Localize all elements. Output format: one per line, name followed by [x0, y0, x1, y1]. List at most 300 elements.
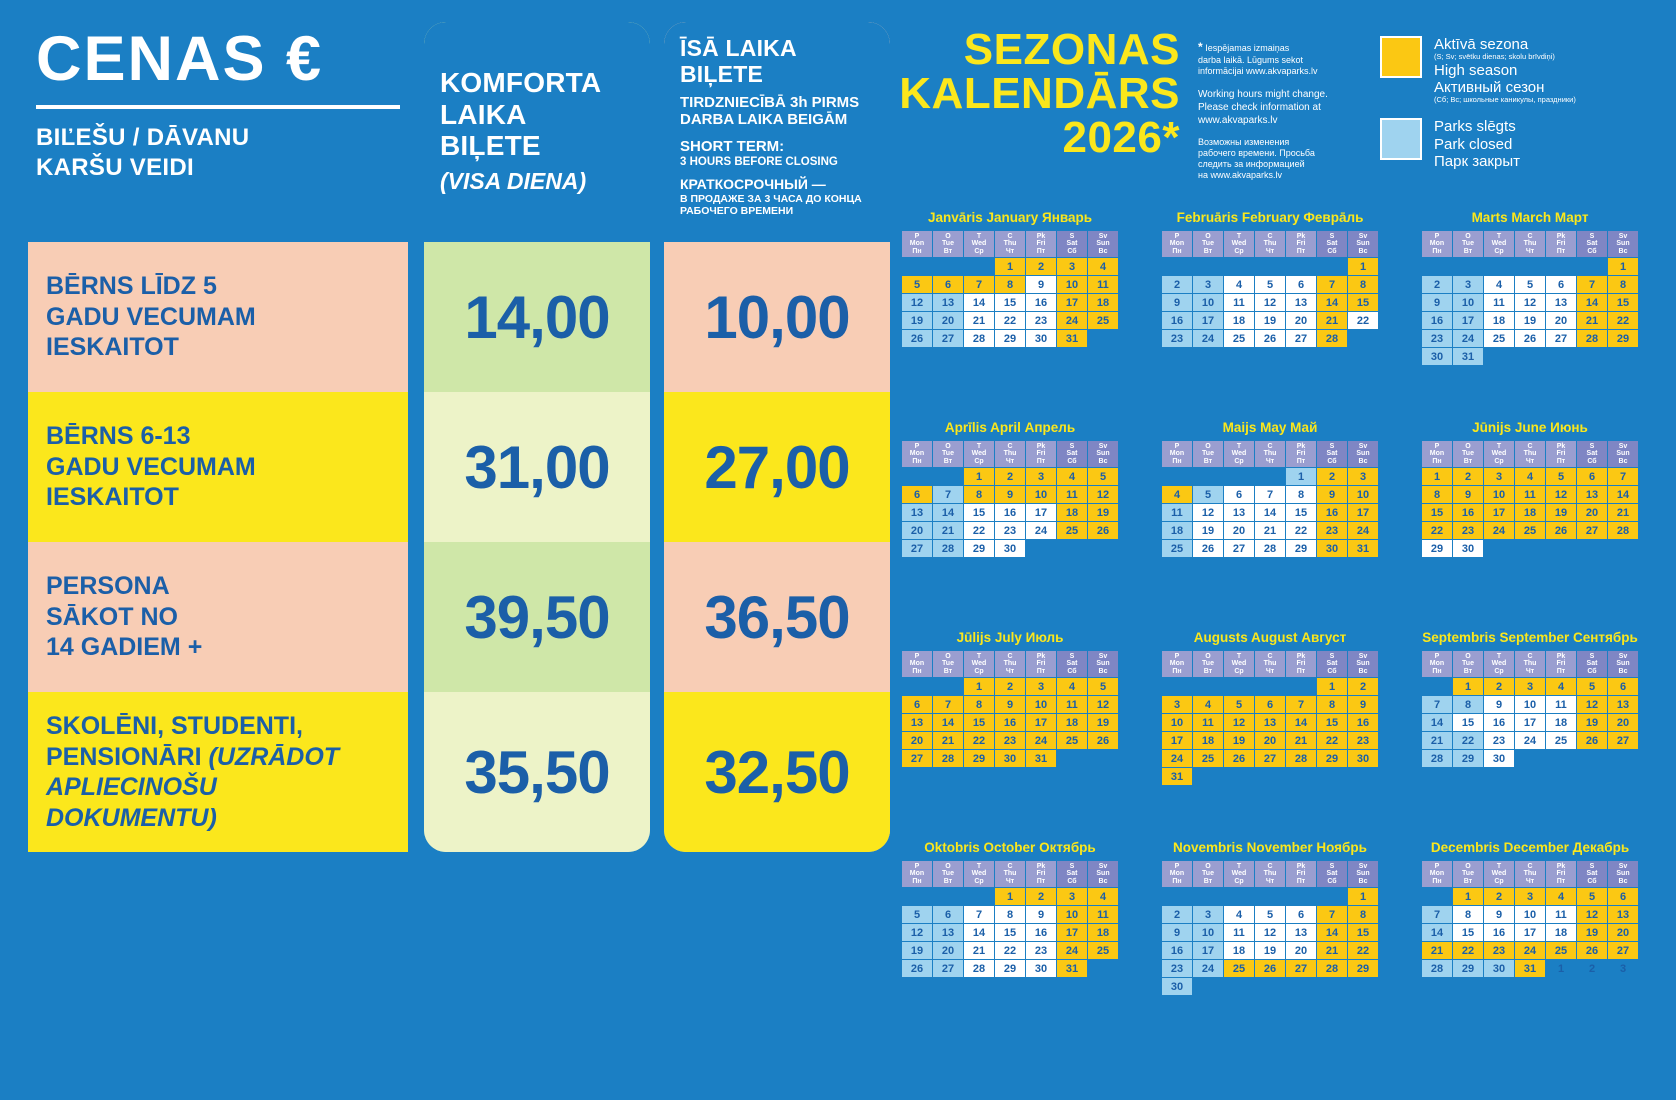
day-cell: 1	[1453, 678, 1483, 695]
weekday-header: Pk Fri Пт	[1546, 441, 1576, 467]
day-cell: 28	[933, 750, 963, 767]
day-cell: 19	[1088, 714, 1118, 731]
day-cell: 8	[964, 486, 994, 503]
day-cell: 6	[1224, 486, 1254, 503]
day-cell: 18	[1162, 522, 1192, 539]
day-cell: 16	[1484, 924, 1514, 941]
month-table	[1161, 230, 1379, 348]
empty-cell	[1577, 258, 1607, 275]
day-cell: 14	[1317, 924, 1347, 941]
empty-cell	[1422, 678, 1452, 695]
day-cell: 3	[1026, 678, 1056, 695]
empty-cell	[1422, 258, 1452, 275]
day-cell: 6	[933, 276, 963, 293]
day-cell: 6	[1286, 276, 1316, 293]
day-cell: 21	[1317, 312, 1347, 329]
day-cell: 28	[964, 960, 994, 977]
row-label: BĒRNS LĪDZ 5 GADU VECUMAM IESKAITOT	[46, 272, 256, 362]
day-cell: 28	[964, 330, 994, 347]
day-cell: 28	[1317, 330, 1347, 347]
day-cell: 22	[995, 942, 1025, 959]
day-cell: 3	[1193, 906, 1223, 923]
table-row	[28, 542, 408, 692]
day-cell: 12	[902, 924, 932, 941]
column-subtitle: (VISA DIENA)	[440, 167, 587, 194]
day-cell: 13	[1608, 906, 1638, 923]
month-block	[1140, 420, 1400, 630]
day-cell: 14	[964, 294, 994, 311]
calendar-section	[880, 10, 1660, 1090]
empty-cell	[1317, 768, 1347, 785]
weekday-header: S Sat Сб	[1317, 441, 1347, 467]
day-cell: 2	[1484, 888, 1514, 905]
day-cell: 13	[1577, 486, 1607, 503]
weekday-header: T Wed Ср	[964, 231, 994, 257]
empty-cell	[933, 258, 963, 275]
weekday-header: C Thu Чт	[995, 441, 1025, 467]
day-cell: 27	[902, 540, 932, 557]
day-cell: 11	[1515, 486, 1545, 503]
day-cell: 19	[1255, 312, 1285, 329]
day-cell: 9	[1484, 906, 1514, 923]
day-cell: 10	[1162, 714, 1192, 731]
weekday-header: O Tue Вт	[1193, 231, 1223, 257]
day-cell: 26	[1255, 330, 1285, 347]
weekday-header: C Thu Чт	[1515, 861, 1545, 887]
day-cell: 5	[1515, 276, 1545, 293]
day-cell: 15	[1453, 714, 1483, 731]
day-cell: 5	[1088, 678, 1118, 695]
row-label: SKOLĒNI, STUDENTI, PENSIONĀRI	[46, 712, 303, 771]
day-cell: 31	[1348, 540, 1378, 557]
weekday-header: C Thu Чт	[995, 231, 1025, 257]
day-cell: 30	[995, 540, 1025, 557]
legend-lv-small: (S; Sv; svētku dienas; skolu brīvdiņi)	[1434, 52, 1555, 62]
day-cell: 8	[995, 906, 1025, 923]
day-cell: 27	[933, 960, 963, 977]
month-title: Marts March Март	[1471, 210, 1589, 225]
weekday-header: P Mon Пн	[1422, 861, 1452, 887]
day-cell: 5	[1224, 696, 1254, 713]
page-title: CENAS €	[36, 24, 324, 94]
month-title: Augusts August Август	[1193, 630, 1347, 645]
day-cell: 27	[1255, 750, 1285, 767]
day-cell: 29	[1453, 960, 1483, 977]
column-title: ĪSĀ LAIKA BIĻETE	[680, 35, 796, 87]
day-cell: 23	[1162, 330, 1192, 347]
next-month-day: 3	[1619, 962, 1627, 975]
day-cell: 2	[1422, 276, 1452, 293]
day-cell: 29	[1348, 960, 1378, 977]
day-cell: 19	[1255, 942, 1285, 959]
day-cell: 9	[995, 486, 1025, 503]
empty-cell	[1608, 348, 1638, 365]
day-cell: 2	[995, 678, 1025, 695]
month-block	[880, 840, 1140, 1050]
month-title: Aprīlis April Апрель	[944, 420, 1076, 435]
weekday-header: Sv Sun Вс	[1088, 441, 1118, 467]
weekday-header: P Mon Пн	[902, 441, 932, 467]
day-cell: 28	[933, 540, 963, 557]
day-cell: 8	[1422, 486, 1452, 503]
column-ru-title: КРАТКОСРОЧНЫЙ —	[680, 175, 826, 192]
price-cell: 10,00	[664, 242, 890, 392]
day-cell: 18	[1057, 504, 1087, 521]
day-cell: 23	[995, 522, 1025, 539]
day-cell: 16	[995, 504, 1025, 521]
empty-cell	[1286, 768, 1316, 785]
weekday-header: C Thu Чт	[995, 861, 1025, 887]
day-cell: 31	[1515, 960, 1545, 977]
day-cell: 14	[933, 714, 963, 731]
day-cell: 24	[1057, 312, 1087, 329]
day-cell: 8	[1348, 906, 1378, 923]
day-cell: 29	[964, 540, 994, 557]
day-cell: 11	[1193, 714, 1223, 731]
legend-swatch-active-icon	[1380, 36, 1422, 78]
empty-cell	[1193, 768, 1223, 785]
day-cell: 17	[1057, 924, 1087, 941]
weekday-header: Pk Fri Пт	[1026, 231, 1056, 257]
day-cell: 3	[1348, 468, 1378, 485]
day-cell: 5	[902, 906, 932, 923]
column-en-title: SHORT TERM:	[680, 137, 785, 155]
month-block	[1400, 840, 1660, 1050]
empty-cell	[1224, 678, 1254, 695]
day-cell: 9	[1348, 696, 1378, 713]
calendar-title-line-1: SEZONAS	[963, 25, 1180, 74]
day-cell: 31	[1162, 768, 1192, 785]
day-cell: 7	[1317, 906, 1347, 923]
empty-cell	[1193, 258, 1223, 275]
weekday-header: Sv Sun Вс	[1608, 441, 1638, 467]
day-cell: 5	[1088, 468, 1118, 485]
weekday-header: S Sat Сб	[1057, 231, 1087, 257]
day-cell: 8	[1317, 696, 1347, 713]
day-cell: 7	[933, 696, 963, 713]
month-block	[1400, 420, 1660, 630]
table-row	[28, 392, 408, 542]
calendar-title	[890, 25, 1180, 162]
day-cell: 21	[1422, 732, 1452, 749]
day-cell: 12	[1255, 924, 1285, 941]
day-cell: 9	[1484, 696, 1514, 713]
day-cell: 31	[1057, 330, 1087, 347]
weekday-header: O Tue Вт	[1193, 651, 1223, 677]
table-row	[28, 242, 408, 392]
weekday-header: T Wed Ср	[1484, 231, 1514, 257]
weekday-header: Sv Sun Вс	[1348, 651, 1378, 677]
day-cell: 4	[1088, 258, 1118, 275]
weekday-header: Pk Fri Пт	[1026, 441, 1056, 467]
day-cell: 19	[1546, 504, 1576, 521]
day-cell: 19	[1577, 924, 1607, 941]
day-cell: 17	[1348, 504, 1378, 521]
day-cell: 5	[1255, 276, 1285, 293]
empty-cell	[1577, 750, 1607, 767]
day-cell: 24	[1026, 732, 1056, 749]
day-cell: 6	[1255, 696, 1285, 713]
day-cell: 8	[1608, 276, 1638, 293]
day-cell: 2	[1162, 906, 1192, 923]
day-cell: 25	[1546, 732, 1576, 749]
day-cell: 18	[1193, 732, 1223, 749]
day-cell: 14	[1608, 486, 1638, 503]
day-cell: 11	[1162, 504, 1192, 521]
weekday-header: Pk Fri Пт	[1546, 231, 1576, 257]
day-cell: 30	[1484, 750, 1514, 767]
day-cell: 2	[995, 468, 1025, 485]
note-en: Working hours might change. Please check information at www.akvaparks.lv	[1198, 88, 1328, 126]
day-cell: 25	[1193, 750, 1223, 767]
weekday-header: S Sat Сб	[1577, 861, 1607, 887]
empty-cell	[902, 258, 932, 275]
day-cell: 21	[1255, 522, 1285, 539]
day-cell: 8	[995, 276, 1025, 293]
day-cell: 9	[1026, 906, 1056, 923]
day-cell: 7	[1422, 906, 1452, 923]
day-cell: 15	[1453, 924, 1483, 941]
weekday-header: O Tue Вт	[933, 231, 963, 257]
day-cell: 16	[1162, 312, 1192, 329]
calendar-notes	[1198, 40, 1358, 182]
weekday-header: S Sat Сб	[1317, 651, 1347, 677]
day-cell: 5	[1546, 468, 1576, 485]
empty-cell	[1088, 540, 1118, 557]
day-cell: 20	[933, 942, 963, 959]
day-cell: 12	[1088, 486, 1118, 503]
day-cell: 30	[1422, 348, 1452, 365]
day-cell: 2	[1348, 678, 1378, 695]
weekday-header: Sv Sun Вс	[1608, 861, 1638, 887]
day-cell: 6	[1608, 678, 1638, 695]
day-cell: 19	[902, 312, 932, 329]
day-cell: 25	[1057, 522, 1087, 539]
empty-cell	[902, 888, 932, 905]
day-cell: 20	[902, 732, 932, 749]
day-cell: 23	[1026, 942, 1056, 959]
day-cell: 13	[1286, 924, 1316, 941]
empty-cell	[1546, 258, 1576, 275]
day-cell: 17	[1026, 504, 1056, 521]
day-cell: 28	[1317, 960, 1347, 977]
empty-cell	[1057, 540, 1087, 557]
day-cell: 14	[1577, 294, 1607, 311]
day-cell: 16	[995, 714, 1025, 731]
empty-cell	[964, 258, 994, 275]
weekday-header: S Sat Сб	[1057, 441, 1087, 467]
day-cell: 24	[1484, 522, 1514, 539]
day-cell: 22	[964, 522, 994, 539]
day-cell: 9	[1162, 294, 1192, 311]
day-cell: 13	[933, 294, 963, 311]
day-cell: 14	[1422, 714, 1452, 731]
weekday-header: T Wed Ср	[1224, 651, 1254, 677]
day-cell: 30	[1026, 330, 1056, 347]
day-cell: 3	[1453, 276, 1483, 293]
day-cell: 7	[1255, 486, 1285, 503]
empty-cell	[1224, 978, 1254, 995]
day-cell: 15	[1608, 294, 1638, 311]
day-cell: 30	[1453, 540, 1483, 557]
day-cell: 22	[1422, 522, 1452, 539]
ticket-kinds-label: BIĽEŠU / DĀVANU KARŠU VEIDI	[36, 124, 250, 181]
day-cell: 13	[1255, 714, 1285, 731]
weekday-header: Pk Fri Пт	[1286, 441, 1316, 467]
day-cell: 14	[964, 924, 994, 941]
day-cell: 23	[1348, 732, 1378, 749]
day-cell: 20	[1286, 312, 1316, 329]
day-cell: 22	[1286, 522, 1316, 539]
day-cell: 19	[1088, 504, 1118, 521]
day-cell: 6	[1286, 906, 1316, 923]
day-cell: 28	[1422, 750, 1452, 767]
legend-en: High season	[1434, 61, 1518, 79]
day-cell: 23	[1422, 330, 1452, 347]
weekday-header: O Tue Вт	[1453, 651, 1483, 677]
day-cell: 4	[1162, 486, 1192, 503]
month-title: Maijs May Май	[1222, 420, 1318, 435]
month-table	[1421, 860, 1639, 978]
day-cell: 10	[1453, 294, 1483, 311]
empty-cell	[1193, 888, 1223, 905]
empty-cell	[1348, 768, 1378, 785]
weekday-header: Sv Sun Вс	[1088, 861, 1118, 887]
day-cell: 26	[1088, 522, 1118, 539]
month-title: Janvāris January Январь	[927, 210, 1093, 225]
day-cell: 9	[1453, 486, 1483, 503]
empty-cell	[1484, 540, 1514, 557]
day-cell: 4	[1484, 276, 1514, 293]
day-cell: 21	[1317, 942, 1347, 959]
weekday-header: T Wed Ср	[1224, 231, 1254, 257]
day-cell: 20	[1286, 942, 1316, 959]
day-cell: 12	[1088, 696, 1118, 713]
empty-cell	[1193, 678, 1223, 695]
day-cell: 21	[964, 942, 994, 959]
day-cell: 7	[1608, 468, 1638, 485]
legend-item-park-closed	[1380, 118, 1660, 170]
day-cell: 27	[1286, 330, 1316, 347]
empty-cell	[1608, 540, 1638, 557]
price-cell: 39,50	[424, 542, 650, 692]
day-cell: 28	[1286, 750, 1316, 767]
legend-ru: Активный сезон	[1434, 78, 1545, 96]
day-cell: 2	[1484, 678, 1514, 695]
calendar-title-line-2: KALENDĀRS	[899, 69, 1180, 118]
day-cell: 12	[1224, 714, 1254, 731]
month-table	[901, 650, 1119, 768]
month-block	[1140, 840, 1400, 1050]
day-cell: 15	[964, 504, 994, 521]
note-ru: Возможны изменения рабочего времени. Просьба следить за информацией на www.akvaparks.lv	[1198, 136, 1315, 181]
day-cell: 13	[1286, 294, 1316, 311]
day-cell: 9	[1422, 294, 1452, 311]
day-cell: 18	[1515, 504, 1545, 521]
day-cell: 26	[1224, 750, 1254, 767]
month-block	[1400, 630, 1660, 840]
day-cell: 31	[1026, 750, 1056, 767]
day-cell: 17	[1193, 312, 1223, 329]
day-cell: 24	[1193, 960, 1223, 977]
weekday-header: Pk Fri Пт	[1026, 861, 1056, 887]
empty-cell	[1193, 468, 1223, 485]
day-cell: 18	[1224, 942, 1254, 959]
day-cell: 3	[1515, 888, 1545, 905]
day-cell: 26	[1088, 732, 1118, 749]
empty-cell	[1515, 348, 1545, 365]
day-cell: 4	[1224, 906, 1254, 923]
day-cell: 21	[1286, 732, 1316, 749]
day-cell: 26	[1577, 942, 1607, 959]
day-cell: 15	[1348, 294, 1378, 311]
day-cell: 26	[902, 960, 932, 977]
empty-cell	[1515, 540, 1545, 557]
column-en-sub: 3 HOURS BEFORE CLOSING	[680, 155, 838, 168]
day-cell: 6	[1577, 468, 1607, 485]
day-cell: 29	[1286, 540, 1316, 557]
day-cell: 24	[1162, 750, 1192, 767]
day-cell: 3	[1515, 678, 1545, 695]
weekday-header: C Thu Чт	[1255, 651, 1285, 677]
asterisk: *	[1198, 40, 1203, 54]
day-cell: 28	[1422, 960, 1452, 977]
day-cell: 12	[1546, 486, 1576, 503]
weekday-header: P Mon Пн	[1162, 231, 1192, 257]
day-cell: 13	[1608, 696, 1638, 713]
empty-cell	[1162, 258, 1192, 275]
day-cell: 17	[1162, 732, 1192, 749]
day-cell: 8	[964, 696, 994, 713]
day-cell: 17	[1057, 294, 1087, 311]
month-block	[880, 630, 1140, 840]
day-cell: 22	[1317, 732, 1347, 749]
month-table	[1161, 440, 1379, 558]
day-cell: 4	[1546, 678, 1576, 695]
day-cell: 16	[1348, 714, 1378, 731]
day-cell: 8	[1453, 696, 1483, 713]
empty-cell	[1286, 978, 1316, 995]
day-cell: 20	[902, 522, 932, 539]
month-table	[1161, 860, 1379, 996]
day-cell: 18	[1088, 924, 1118, 941]
day-cell: 1	[995, 888, 1025, 905]
weekday-header: T Wed Ср	[964, 441, 994, 467]
day-cell: 22	[1348, 942, 1378, 959]
day-cell: 4	[1088, 888, 1118, 905]
weekday-header: Pk Fri Пт	[1286, 231, 1316, 257]
weekday-header: T Wed Ср	[1484, 441, 1514, 467]
day-cell: 25	[1224, 330, 1254, 347]
day-cell: 9	[1162, 924, 1192, 941]
day-cell: 14	[1286, 714, 1316, 731]
day-cell: 18	[1088, 294, 1118, 311]
empty-cell	[1255, 258, 1285, 275]
weekday-header: Pk Fri Пт	[1286, 651, 1316, 677]
day-cell: 20	[1255, 732, 1285, 749]
empty-cell	[1546, 540, 1576, 557]
day-cell: 29	[1453, 750, 1483, 767]
month-title: Februāris February Феврāль	[1176, 210, 1364, 225]
day-cell: 4	[1546, 888, 1576, 905]
day-cell: 21	[933, 522, 963, 539]
month-table	[901, 860, 1119, 978]
month-table	[1421, 230, 1639, 366]
day-cell: 21	[1608, 504, 1638, 521]
day-cell: 16	[1422, 312, 1452, 329]
empty-cell	[1162, 678, 1192, 695]
month-table	[1161, 650, 1379, 786]
